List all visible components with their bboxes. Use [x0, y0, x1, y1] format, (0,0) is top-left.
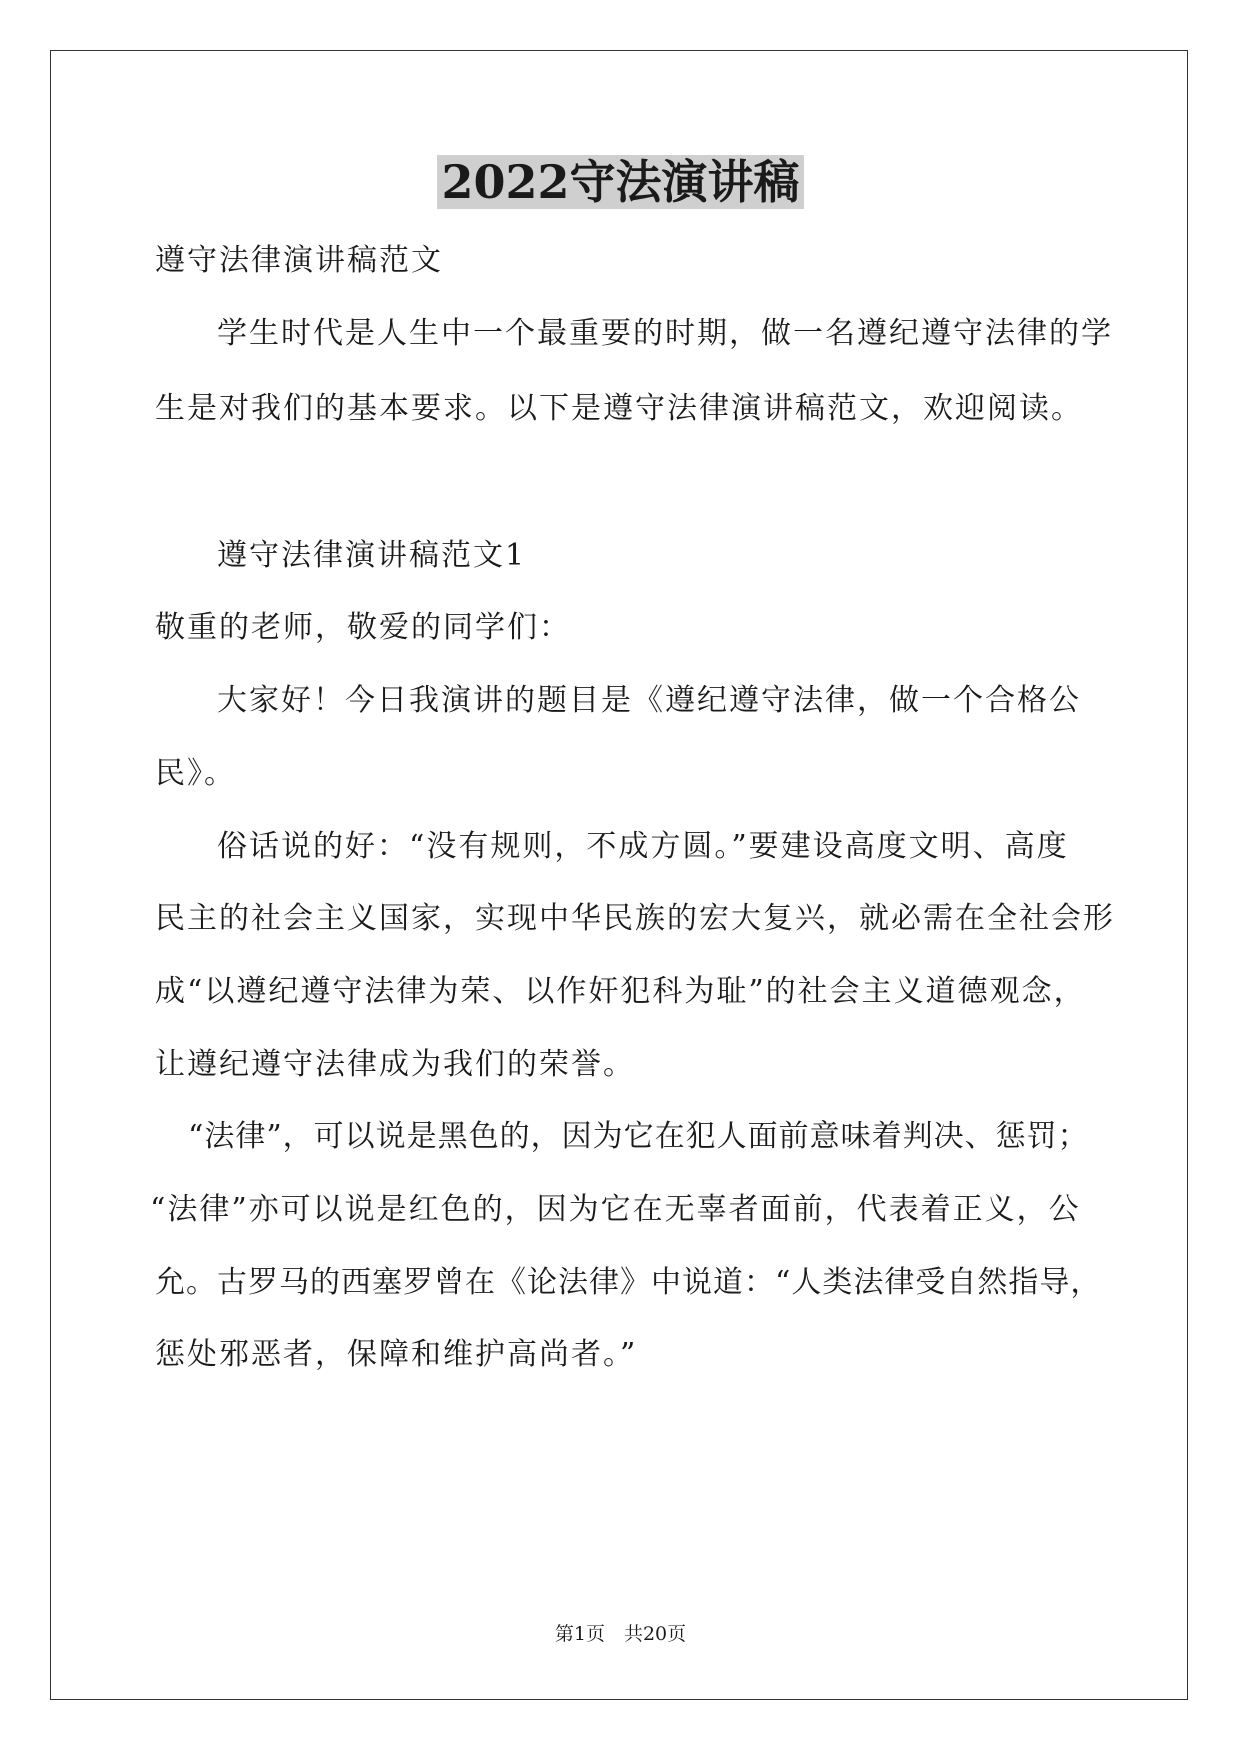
paragraph-line: 成“以遵纪遵守法律为荣、以作奸犯科为耻”的社会主义道德观念，	[155, 974, 1086, 1009]
salutation: 敬重的老师，敬爱的同学们：	[155, 610, 571, 645]
paragraph-line: 惩处邪恶者，保障和维护高尚者。”	[155, 1337, 638, 1372]
section-heading: 遵守法律演讲稿范文1	[217, 538, 527, 573]
paragraph-line: 民》。	[155, 756, 236, 791]
paragraph-line: 学生时代是人生中一个最重要的时期，做一名遵纪遵守法律的学	[217, 316, 1113, 351]
paragraph-line: “法律”亦可以说是红色的，因为它在无辜者面前，代表着正义，公	[150, 1192, 1081, 1227]
paragraph-line: 大家好！今日我演讲的题目是《遵纪遵守法律，做一个合格公	[217, 683, 1081, 718]
page-border	[50, 50, 1188, 1700]
paragraph-line: 允。古罗马的西塞罗曾在《论法律》中说道：“人类法律受自然指导，	[155, 1265, 1102, 1300]
paragraph-line: 俗话说的好：“没有规则，不成方圆。”要建设高度文明、高度	[217, 829, 1069, 864]
document-title	[0, 152, 1241, 212]
paragraph-line: 民主的社会主义国家，实现中华民族的宏大复兴，就必需在全社会形	[155, 901, 1115, 936]
title-text: 2022守法演讲稿	[437, 155, 803, 209]
page-footer: 第1页 共20页	[554, 1623, 687, 1645]
paragraph-line: “法律”，可以说是黑色的，因为它在犯人面前意味着判决、惩罚；	[188, 1119, 1089, 1154]
paragraph-line: 生是对我们的基本要求。以下是遵守法律演讲稿范文，欢迎阅读。	[155, 391, 1083, 426]
paragraph-line: 让遵纪遵守法律成为我们的荣誉。	[155, 1047, 635, 1082]
subtitle: 遵守法律演讲稿范文	[155, 243, 443, 278]
